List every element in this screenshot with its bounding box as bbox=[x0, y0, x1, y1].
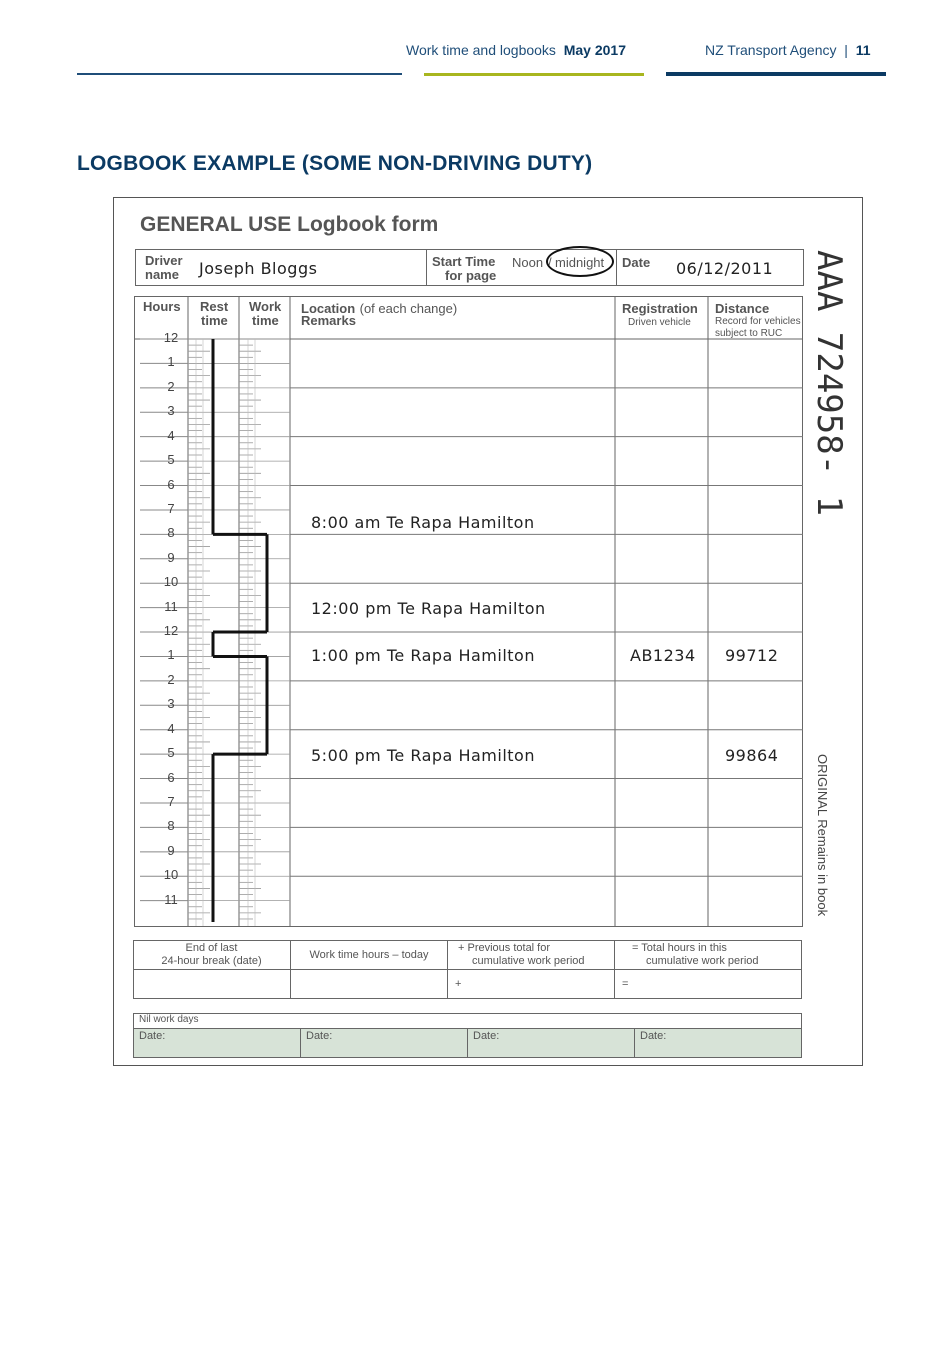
hour-label: 6 bbox=[167, 769, 175, 785]
col-registration: Registration bbox=[622, 301, 698, 316]
divider bbox=[634, 1028, 635, 1058]
hour-label: 4 bbox=[167, 427, 175, 443]
entry-location: 12:00 pm Te Rapa Hamilton bbox=[311, 599, 546, 618]
original-note-block bbox=[806, 752, 840, 932]
hour-label: 12 bbox=[163, 330, 179, 345]
hour-label: 11 bbox=[164, 891, 178, 907]
page-number: 11 bbox=[855, 42, 871, 58]
hour-label: 2 bbox=[167, 671, 175, 687]
hour-label: 1 bbox=[167, 647, 175, 663]
hour-label: 2 bbox=[167, 378, 175, 394]
hour-label: 8 bbox=[167, 818, 175, 834]
hour-label: 10 bbox=[163, 867, 179, 883]
hour-label: 10 bbox=[163, 574, 179, 590]
totals-work-today: Work time hours – today bbox=[309, 949, 429, 961]
hour-label: 12 bbox=[163, 623, 179, 639]
driver-label-2: name bbox=[145, 267, 179, 282]
divider bbox=[614, 940, 615, 999]
totals-total-1: = Total hours in this bbox=[632, 942, 727, 954]
hour-label: 5 bbox=[167, 745, 175, 761]
totals-plus: + bbox=[455, 978, 462, 990]
hour-label: 6 bbox=[167, 476, 175, 492]
start-time-label-1: Start Time bbox=[432, 254, 496, 269]
doc-date: May 2017 bbox=[563, 42, 626, 58]
nil-work-days-header bbox=[133, 1013, 802, 1029]
nil-date-3: Date: bbox=[473, 1030, 500, 1042]
col-distance-sub-2: subject to RUC bbox=[715, 328, 783, 339]
divider bbox=[133, 969, 802, 970]
doc-title: Work time and logbooks bbox=[406, 42, 556, 58]
nil-date-1: Date: bbox=[139, 1030, 166, 1042]
col-work-2: time bbox=[252, 313, 279, 328]
entry-location: 8:00 am Te Rapa Hamilton bbox=[311, 513, 535, 532]
hour-label: 1 bbox=[167, 354, 175, 370]
nil-work-days-label: Nil work days bbox=[139, 1014, 199, 1025]
agency-name: NZ Transport Agency bbox=[705, 42, 837, 58]
col-hours: Hours bbox=[143, 299, 181, 314]
totals-end-break-1: End of last bbox=[185, 942, 238, 954]
entry-location: 1:00 pm Te Rapa Hamilton bbox=[311, 646, 535, 665]
nil-date-2: Date: bbox=[306, 1030, 333, 1042]
entry-distance: 99712 bbox=[725, 646, 779, 665]
totals-equals: = bbox=[622, 978, 629, 990]
start-time-label-2: for page bbox=[445, 268, 497, 283]
divider bbox=[467, 1028, 468, 1058]
nil-date-4: Date: bbox=[640, 1030, 667, 1042]
entry-distance: 99864 bbox=[725, 746, 779, 765]
header-separator: | bbox=[844, 42, 848, 58]
start-option-midnight: midnight bbox=[555, 255, 605, 270]
hour-label: 5 bbox=[167, 452, 175, 468]
hour-label: 9 bbox=[167, 549, 175, 565]
totals-end-break-2: 24-hour break (date) bbox=[161, 955, 262, 967]
col-rest-1: Rest bbox=[200, 299, 229, 314]
divider bbox=[447, 940, 448, 999]
col-work-1: Work bbox=[249, 299, 282, 314]
hour-label: 11 bbox=[164, 598, 178, 614]
original-note: ORIGINAL Remains in book bbox=[815, 754, 830, 917]
col-location-bold: Location bbox=[301, 301, 356, 316]
page-heading: LOGBOOK EXAMPLE (SOME NON-DRIVING DUTY) bbox=[77, 152, 593, 175]
start-option-noon: Noon bbox=[512, 255, 544, 270]
hour-label: 9 bbox=[167, 842, 175, 858]
col-registration-sub: Driven vehicle bbox=[628, 317, 691, 328]
start-option-separator: / bbox=[548, 255, 552, 270]
divider bbox=[300, 1028, 301, 1058]
hour-label: 4 bbox=[167, 720, 175, 736]
serial-number: AAA 724958- 1 bbox=[809, 250, 849, 517]
totals-previous-1: + Previous total for bbox=[458, 942, 551, 954]
driver-name-value: Joseph Bloggs bbox=[199, 259, 318, 278]
entry-registration: AB1234 bbox=[630, 646, 696, 665]
col-distance: Distance bbox=[715, 301, 770, 316]
totals-previous-2: cumulative work period bbox=[472, 955, 585, 967]
date-label: Date bbox=[622, 255, 651, 270]
col-location-note: (of each change) bbox=[359, 301, 458, 316]
totals-total-2: cumulative work period bbox=[646, 955, 759, 967]
hour-label: 8 bbox=[167, 525, 175, 541]
col-remarks: Remarks bbox=[301, 313, 356, 328]
date-value: 06/12/2011 bbox=[676, 259, 774, 278]
hour-label: 3 bbox=[167, 403, 175, 419]
col-rest-2: time bbox=[201, 313, 228, 328]
entry-location: 5:00 pm Te Rapa Hamilton bbox=[311, 746, 535, 765]
hour-label: 3 bbox=[167, 696, 175, 712]
hour-label: 7 bbox=[167, 793, 175, 809]
driver-label-1: Driver bbox=[145, 253, 183, 268]
hour-label: 7 bbox=[167, 500, 175, 516]
col-distance-sub-1: Record for vehicles bbox=[715, 316, 801, 327]
form-title: GENERAL USE Logbook form bbox=[140, 213, 439, 236]
